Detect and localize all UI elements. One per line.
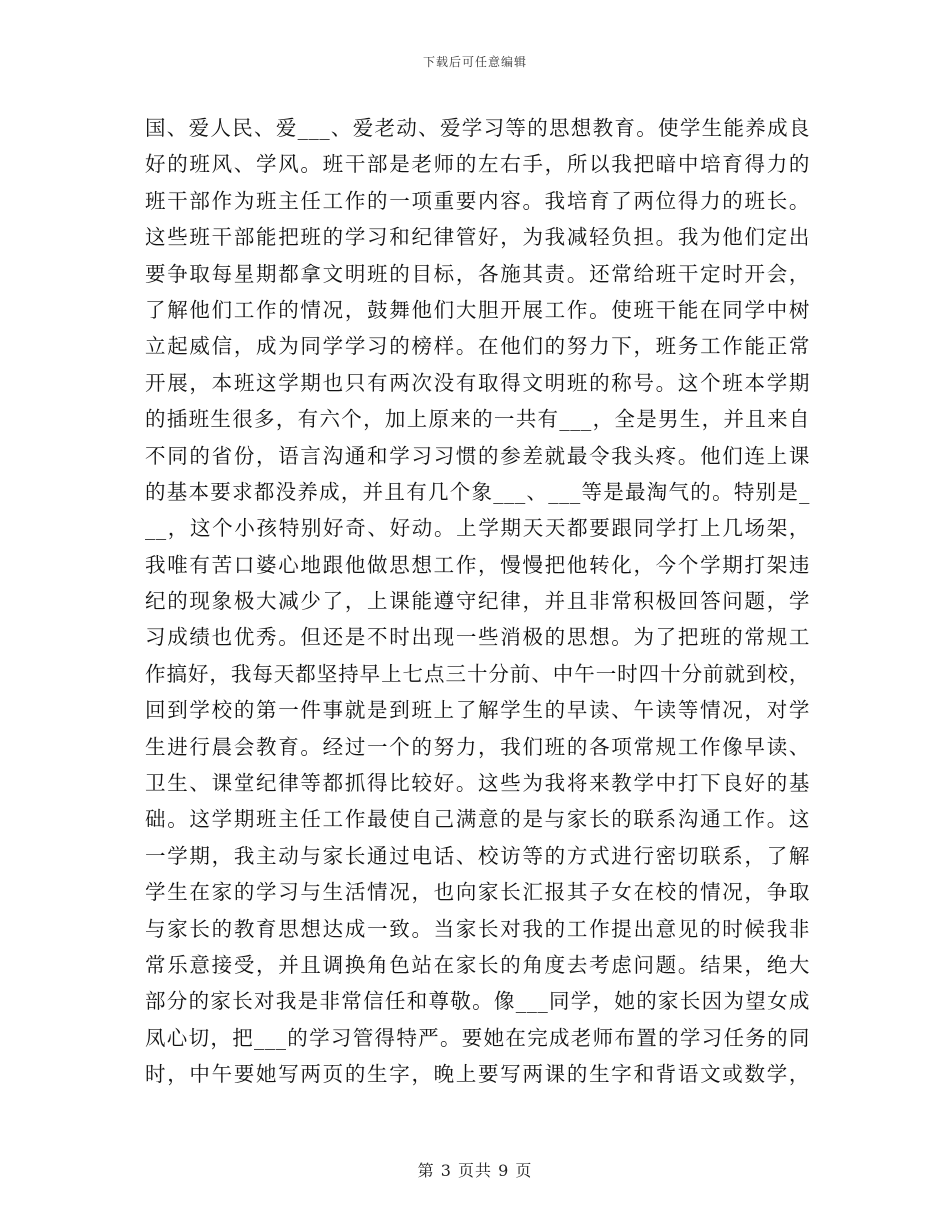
text-line: 开展，本班这学期也只有两次没有取得文明班的称号。这个班本学期	[145, 370, 810, 395]
text-line: 我唯有苦口婆心地跟他做思想工作，慢慢把他转化，今个学期打架违	[145, 552, 810, 577]
text-line: 回到学校的第一件事就是到班上了解学生的早读、午读等情况，对学	[145, 698, 810, 723]
text-line: 础。这学期班主任工作最使自己满意的是与家长的联系沟通工作。这	[145, 807, 810, 832]
text-line: 好的班风、学风。班干部是老师的左右手，所以我把暗中培育得力的	[145, 152, 810, 177]
text-line: 国、爱人民、爱___、爱老动、爱学习等的思想教育。使学生能养成良	[145, 116, 810, 140]
text-line: 作搞好，我每天都坚持早上七点三十分前、中午一时四十分前就到校，	[145, 661, 810, 686]
text-line: 与家长的教育思想达成一致。当家长对我的工作提出意见的时候我非	[145, 916, 810, 941]
page-number: 第 3 页共 9 页	[417, 1161, 533, 1180]
document-body	[145, 110, 810, 1093]
text-line: 生进行晨会教育。经过一个的努力，我们班的各项常规工作像早读、	[145, 734, 810, 759]
text-line: 立起威信，成为同学学习的榜样。在他们的努力下，班务工作能正常	[145, 334, 810, 359]
text-line: 这些班干部能把班的学习和纪律管好，为我减轻负担。我为他们定出	[145, 225, 810, 250]
text-line: 的插班生很多，有六个，加上原来的一共有___，全是男生，并且来自	[145, 407, 810, 432]
text-line: 常乐意接受，并且调换角色站在家长的角度去考虑问题。结果，绝大	[145, 952, 810, 977]
text-line: 部分的家长对我是非常信任和尊敬。像___同学，她的家长因为望女成	[145, 989, 810, 1014]
page-header: 下载后可任意编辑	[422, 55, 527, 69]
text-line: 不同的省份，语言沟通和学习习惯的参差就最令我头疼。他们连上课	[145, 443, 810, 468]
text-line: 凤心切，把___的学习管得特严。要她在完成老师布置的学习任务的同	[145, 1025, 810, 1050]
text-line: 要争取每星期都拿文明班的目标，各施其责。还常给班干定时开会，	[145, 261, 810, 286]
text-line: __，这个小孩特别好奇、好动。上学期天天都要跟同学打上几场架，	[145, 516, 810, 541]
text-line: 班干部作为班主任工作的一项重要内容。我培育了两位得力的班长。	[145, 188, 810, 213]
text-line: 的基本要求都没养成，并且有几个象___、___等是最淘气的。特别是_	[145, 479, 810, 504]
text-line: 卫生、课堂纪律等都抓得比较好。这些为我将来教学中打下良好的基	[145, 771, 810, 796]
text-line: 学生在家的学习与生活情况，也向家长汇报其子女在校的情况，争取	[145, 880, 810, 905]
text-line: 习成绩也优秀。但还是不时出现一些消极的思想。为了把班的常规工	[145, 625, 810, 650]
text-line: 纪的现象极大减少了，上课能遵守纪律，并且非常积极回答问题，学	[145, 589, 810, 614]
text-line: 一学期，我主动与家长通过电话、校访等的方式进行密切联系，了解	[145, 843, 810, 868]
text-line: 时，中午要她写两页的生字，晚上要写两课的生字和背语文或数学，	[145, 1062, 810, 1087]
text-line: 了解他们工作的情况，鼓舞他们大胆开展工作。使班干能在同学中树	[145, 297, 810, 322]
